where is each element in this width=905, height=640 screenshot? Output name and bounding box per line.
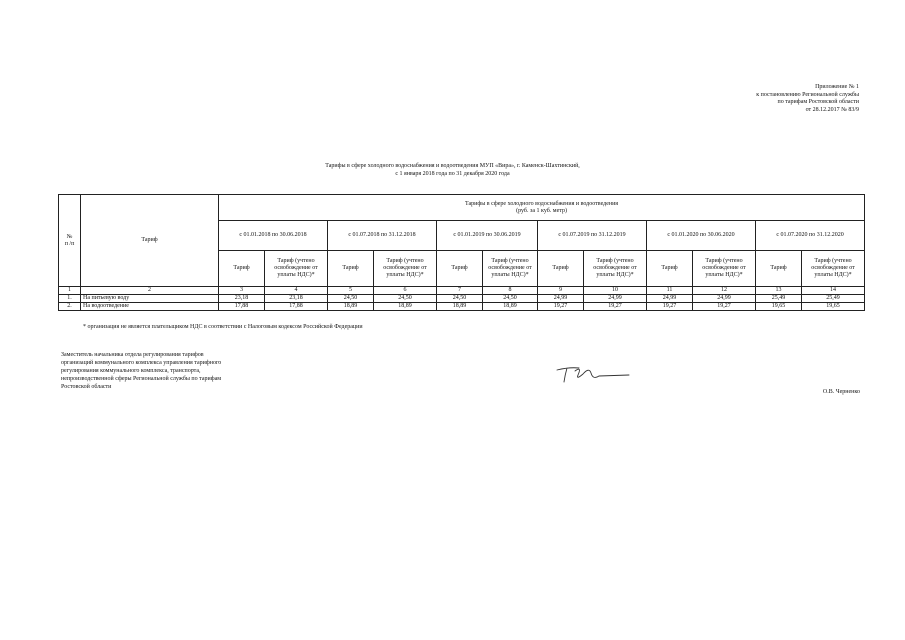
annex-block — [756, 84, 859, 114]
column-number: 12 — [693, 287, 756, 295]
period-header: с 01.07.2020 по 31.12.2020 — [756, 221, 865, 251]
column-number-row — [59, 287, 865, 295]
period-header: с 01.07.2018 по 31.12.2018 — [328, 221, 437, 251]
annex-line-1: Приложение № 1 — [815, 84, 859, 90]
subheader-tariff: Тариф — [437, 251, 483, 287]
row-value: 19,27 — [647, 303, 693, 311]
row-value: 19,27 — [538, 303, 584, 311]
annex-line-4: от 28.12.2017 № 83/9 — [805, 106, 859, 113]
signer-name: О.В. Черненко — [822, 389, 860, 395]
column-number: 1 — [59, 287, 81, 295]
column-number: 2 — [81, 287, 219, 295]
document-title — [0, 162, 905, 178]
row-value: 25,49 — [756, 295, 802, 303]
subheader-tariff: Тариф — [538, 251, 584, 287]
column-number: 14 — [802, 287, 865, 295]
column-number: 7 — [437, 287, 483, 295]
row-value: 24,50 — [328, 295, 374, 303]
row-number: 2. — [59, 303, 81, 311]
table-row — [59, 303, 865, 311]
period-header: с 01.01.2019 по 30.06.2019 — [437, 221, 538, 251]
title-line-1: Тарифы в сфере холодного водоснабжения и водоотведения МУП «Вира», г. Каменск-Шахтинский, — [325, 163, 580, 169]
column-number: 8 — [483, 287, 538, 295]
column-number: 13 — [756, 287, 802, 295]
subheader-tariff: Тариф — [328, 251, 374, 287]
subheader-tariff: Тариф — [647, 251, 693, 287]
period-header: с 01.07.2019 по 31.12.2019 — [538, 221, 647, 251]
subheader-tariff-vat: Тариф (учтено освобождение от уплаты НДС)* — [374, 251, 437, 287]
footnote: * организация не является плательщиком НДС в соответствии с Налоговым кодексом Российской Федерации — [83, 324, 363, 330]
header-tariff: Тариф — [81, 195, 219, 287]
row-value: 17,88 — [265, 303, 328, 311]
handwritten-signature — [555, 362, 631, 389]
row-value: 24,50 — [374, 295, 437, 303]
column-number: 10 — [584, 287, 647, 295]
row-value: 19,27 — [584, 303, 647, 311]
signer-position — [61, 351, 221, 391]
row-value: 25,49 — [802, 295, 865, 303]
subheader-tariff: Тариф — [756, 251, 802, 287]
column-number: 9 — [538, 287, 584, 295]
signer-line-1: Заместитель начальника отдела регулирования тарифов — [61, 352, 204, 358]
row-value: 24,50 — [483, 295, 538, 303]
row-name: На водоотведение — [81, 303, 219, 311]
row-value: 17,88 — [219, 303, 265, 311]
row-value: 23,18 — [265, 295, 328, 303]
row-value: 18,89 — [328, 303, 374, 311]
column-number: 6 — [374, 287, 437, 295]
row-value: 24,99 — [693, 295, 756, 303]
subheader-tariff-vat: Тариф (учтено освобождение от уплаты НДС)* — [584, 251, 647, 287]
row-value: 18,89 — [437, 303, 483, 311]
title-line-2: с 1 января 2018 года по 31 декабря 2020 года — [395, 171, 510, 177]
row-value: 18,89 — [483, 303, 538, 311]
signer-line-5: Ростовской области — [61, 384, 112, 390]
row-value: 19,65 — [756, 303, 802, 311]
column-number: 4 — [265, 287, 328, 295]
signer-line-3: регулирования коммунального комплекса, транспорта, — [61, 368, 201, 374]
subheader-tariff-vat: Тариф (учтено освобождение от уплаты НДС)* — [693, 251, 756, 287]
subheader-tariff-vat: Тариф (учтено освобождение от уплаты НДС)* — [265, 251, 328, 287]
row-name: На питьевую воду — [81, 295, 219, 303]
period-header: с 01.01.2020 по 30.06.2020 — [647, 221, 756, 251]
tariff-table — [58, 194, 865, 311]
row-value: 23,18 — [219, 295, 265, 303]
row-value: 18,89 — [374, 303, 437, 311]
signer-line-4: непроизводственной сферы Региональной службы по тарифам — [61, 376, 222, 382]
annex-line-2: к постановлению Региональной службы — [756, 91, 859, 98]
column-number: 5 — [328, 287, 374, 295]
row-value: 24,99 — [538, 295, 584, 303]
header-group: Тарифы в сфере холодного водоснабжения и водоотведения (руб. за 1 куб. метр) — [219, 195, 865, 221]
signer-line-2: организаций коммунального комплекса управления тарифного — [61, 360, 222, 366]
column-number: 11 — [647, 287, 693, 295]
row-value: 24,50 — [437, 295, 483, 303]
header-number: № п /п — [59, 195, 81, 287]
row-value: 19,65 — [802, 303, 865, 311]
subheader-tariff: Тариф — [219, 251, 265, 287]
subheader-tariff-vat: Тариф (учтено освобождение от уплаты НДС)* — [802, 251, 865, 287]
table-row — [59, 295, 865, 303]
period-header: с 01.01.2018 по 30.06.2018 — [219, 221, 328, 251]
annex-line-3: по тарифам Ростовской области — [777, 99, 859, 106]
subheader-tariff-vat: Тариф (учтено освобождение от уплаты НДС)* — [483, 251, 538, 287]
row-value: 24,99 — [584, 295, 647, 303]
row-value: 24,99 — [647, 295, 693, 303]
row-value: 19,27 — [693, 303, 756, 311]
column-number: 3 — [219, 287, 265, 295]
row-number: 1. — [59, 295, 81, 303]
